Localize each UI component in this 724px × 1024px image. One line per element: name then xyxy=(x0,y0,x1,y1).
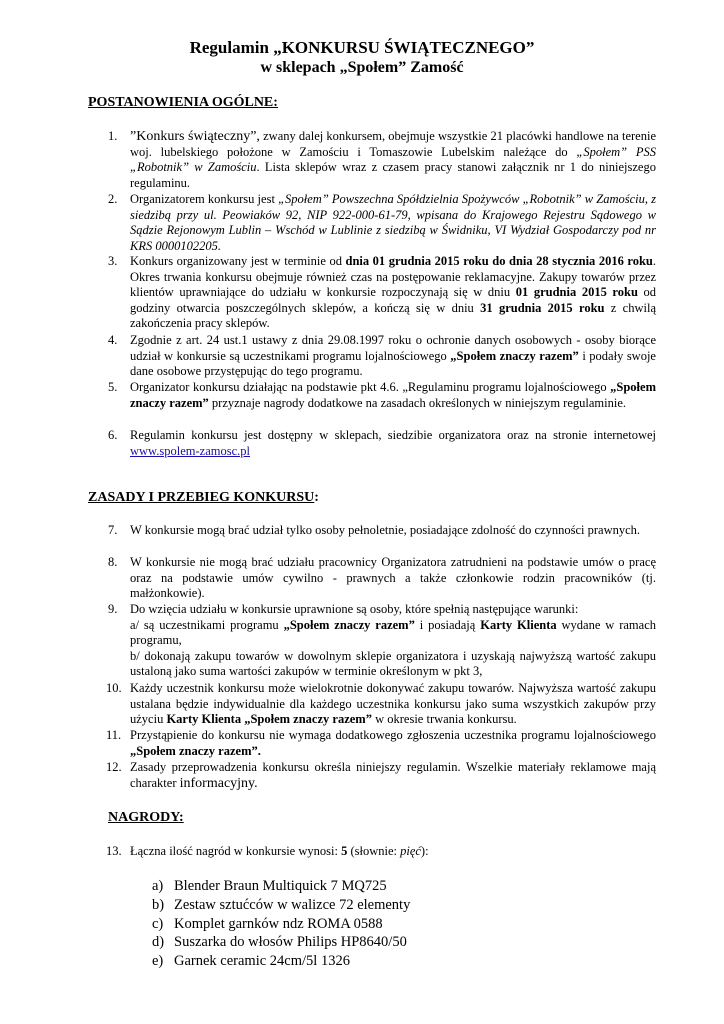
list-item xyxy=(108,760,656,791)
list-item xyxy=(108,129,656,191)
item-number: 13. xyxy=(106,844,122,858)
item-number: 4. xyxy=(108,333,118,347)
item-text: Przystąpienie do konkursu nie wymaga dodatkowego zgłoszenia uczestnika programu lojalnościowego „Społem znaczy razem”. xyxy=(130,728,656,758)
item-text: Zgodnie z art. 24 ust.1 ustawy z dnia 29.08.1997 roku o ochronie danych osobowych - osoby biorące udział w konkursie są uczestnikami programu lojalnościowego „Społem znaczy razem” i podały swoje dane osobowe przystępując do tego programu. xyxy=(130,333,656,379)
item-text: Organizator konkursu działając na podstawie pkt 4.6. „Regulaminu programu lojalnościowego „Społem znaczy razem” przyznaje nagrody dodatkowe na zasadach określonych w niniejszym regulaminie. xyxy=(130,380,656,410)
list-item xyxy=(108,602,656,680)
list-item xyxy=(108,681,656,728)
item-text: Konkurs organizowany jest w terminie od dnia 01 grudnia 2015 roku do dnia 28 stycznia 2016 roku. Okres trwania konkursu obejmuje również czas na postępowanie reklamacyjne. Zakupy towarów przez klientów uprawniające do udziału w konkursie rozpoczynają się w dniu 01 grudnia 2015 roku od godziny otwarcia poszczególnych sklepów, a kończą się w dniu 31 grudnia 2015 roku z chwilą zakończenia pracy sklepów. xyxy=(130,254,657,331)
item-text: Do wzięcia udziału w konkursie uprawnione są osoby, które spełnią następujące warunki: xyxy=(130,602,579,616)
item-text: Łączna ilość nagród w konkursie wynosi: 5 (słownie: pięć): xyxy=(130,844,429,858)
item-number: 8. xyxy=(108,555,118,569)
item-number: 7. xyxy=(108,523,118,537)
section-heading-rules: ZASADY I PRZEBIEG KONKURSU: xyxy=(88,490,319,505)
prize-item: a) Blender Braun Multiquick 7 MQ725 xyxy=(152,878,387,894)
page-subtitle: w sklepach „Społem” Zamość xyxy=(260,59,464,76)
item-text: Każdy uczestnik konkursu może wielokrotnie dokonywać zakupu towarów. Najwyższa wartość zakupu ustalana będzie indywidualnie dla każdego uczestnika konkursu jako suma wszystkich zakupów przy użyciu Karty Klienta „Społem znaczy razem” w okresie trwania konkursu. xyxy=(130,681,656,727)
item-number: 9. xyxy=(108,602,118,616)
item-text: Organizatorem konkursu jest „Społem” Powszechna Spółdzielnia Spożywców „Robotnik” w Zamościu, z siedzibą przy ul. Peowiaków 92, NIP 922-000-61-79, wpisana do Krajowego Rejestru Sądowego w Sądzie Rejonowym Lublin – Wschód w Lublinie z siedzibą w Świdniku, VI Wydział Gospodarczy pod nr KRS 0000102205. xyxy=(130,192,656,253)
item-number: 11. xyxy=(106,728,122,742)
list-item xyxy=(108,428,656,459)
item-text: ”Konkurs świąteczny”, zwany dalej konkursem, obejmuje wszystkie 21 placówki handlowe na terenie woj. lubelskiego położone w Zamościu i Tomaszowie Lubelskim należące do „Społem” PSS „Robotnik” w Zamościu. Lista sklepów wraz z czasem pracy stanowi załącznik nr 1 do niniejszego regulaminu. xyxy=(130,129,656,190)
list-item xyxy=(108,728,656,759)
item-text: W konkursie mogą brać udział tylko osoby pełnoletnie, posiadające zdolność do czynności prawnych. xyxy=(130,523,641,537)
item-number: 10. xyxy=(106,681,122,695)
prize-item: c) Komplet garnków ndz ROMA 0588 xyxy=(152,916,383,932)
item-text: Zasady przeprowadzenia konkursu określa niniejszy regulamin. Wszelkie materiały reklamowe mają charakter informacyjny. xyxy=(130,760,656,791)
prize-item: e) Garnek ceramic 24cm/5l 1326 xyxy=(152,953,350,969)
item-number: 2. xyxy=(108,192,118,206)
list-item xyxy=(108,555,656,602)
item-number: 1. xyxy=(108,129,118,143)
item-text: W konkursie nie mogą brać udziału pracownicy Organizatora zatrudnieni na podstawie umów o pracę oraz na podstawie umów cywilno - prawnych a także członkowie rodzin pracowników (tj. małżonkowie). xyxy=(130,555,656,601)
item-number: 3. xyxy=(108,254,118,268)
section-heading-general: POSTANOWIENIA OGÓLNE: xyxy=(88,95,278,110)
item-text: Regulamin konkursu jest dostępny w sklepach, siedzibie organizatora oraz na stronie internetowej www.spolem-zamosc.pl xyxy=(130,428,656,458)
list-item xyxy=(108,523,656,539)
list-item xyxy=(108,380,656,411)
sub-item-a: a/ są uczestnikami programu „Społem znaczy razem” i posiadają Karty Klienta wydane w ramach programu, xyxy=(130,617,657,648)
prize-item: b) Zestaw sztućców w walizce 72 elementy xyxy=(152,897,411,913)
page-title: Regulamin „KONKURSU ŚWIĄTECZNEGO” xyxy=(189,38,535,57)
list-item xyxy=(108,333,656,380)
prize-item: d) Suszarka do włosów Philips HP8640/50 xyxy=(152,934,407,950)
website-link[interactable]: www.spolem-zamosc.pl xyxy=(130,443,250,458)
item-number: 5. xyxy=(108,380,118,394)
item-number: 12. xyxy=(106,760,122,774)
list-item xyxy=(108,844,656,860)
sub-item-b: b/ dokonają zakupu towarów w dowolnym sklepie organizatora i uzyskają najwyższą wartość zakupu ustaloną jako suma wartości zakupów w terminie określonym w pkt 3, xyxy=(130,648,656,679)
list-item xyxy=(108,192,656,254)
item-number: 6. xyxy=(108,428,118,442)
list-item xyxy=(108,254,656,332)
section-heading-prizes: NAGRODY: xyxy=(108,810,184,825)
